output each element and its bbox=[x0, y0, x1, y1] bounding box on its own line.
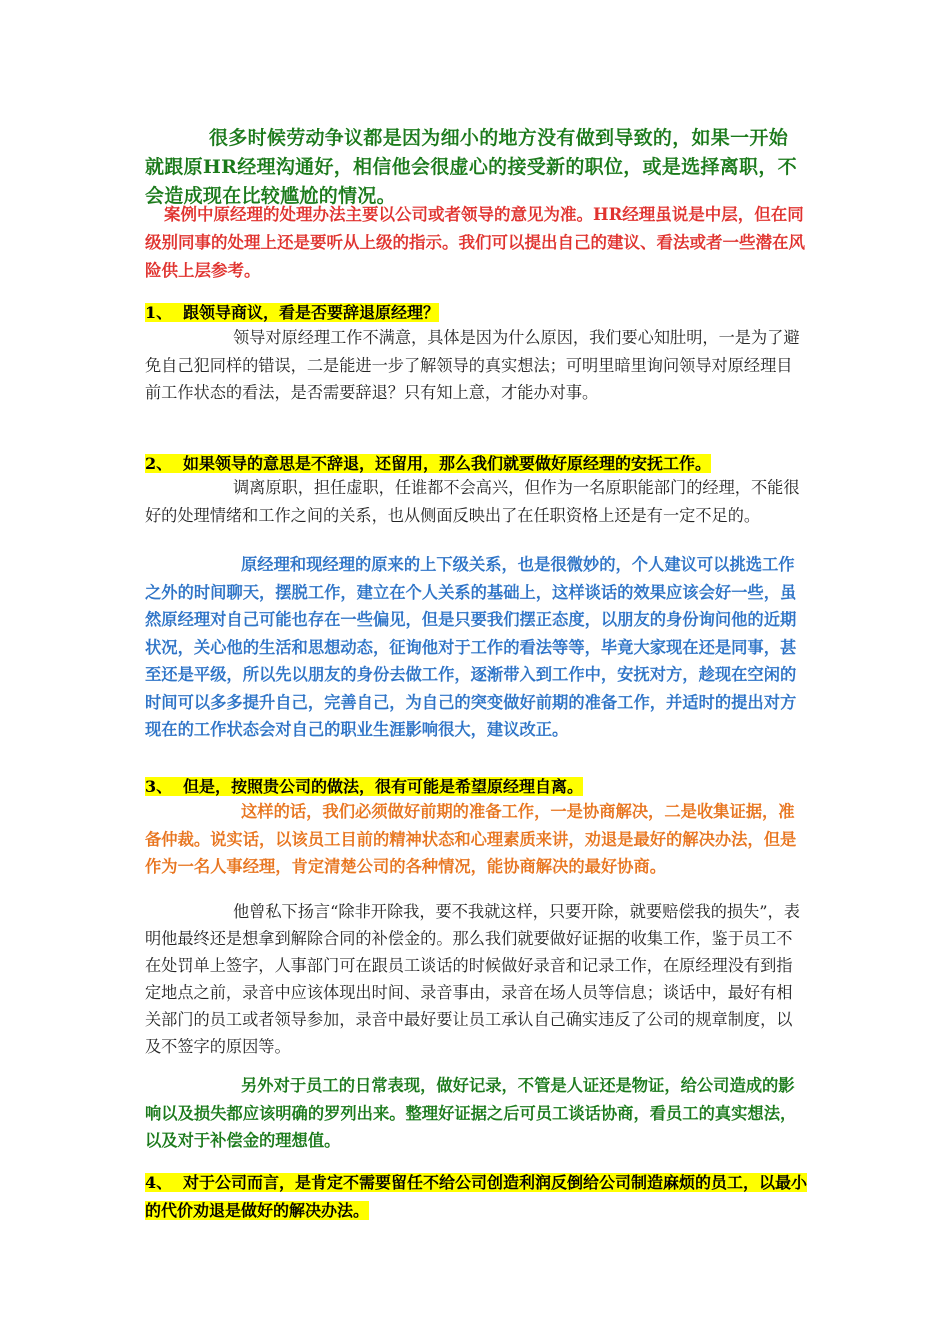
section-2-paragraph-1: 调离原职，担任虚职，任谁都不会高兴，但作为一名原职能部门的经理，不能很好的处理情绪和工作之间的关系，也从侧面反映出了在任职资格上还是有一定不足的。 bbox=[145, 478, 800, 525]
section-2-title: 如果领导的意思是不辞退，还留用，那么我们就要做好原经理的安抚工作。 bbox=[183, 454, 712, 473]
section-1-number: 1、 bbox=[145, 303, 173, 322]
section-4-number: 4、 bbox=[145, 1173, 173, 1192]
section-4-heading bbox=[145, 1169, 807, 1225]
section-4-title: 对于公司而言，是肯定不需要留任不给公司创造利润反倒给公司制造麻烦的员工，以最小的代价劝退是做好的解决办法。 bbox=[145, 1173, 808, 1220]
section-3-paragraph-1: 这样的话，我们必须做好前期的准备工作，一是协商解决，二是收集证据，准备仲裁。说实话，以该员工目前的精神状态和心理素质来讲，劝退是最好的解决办法，但是作为一名人事经理，肯定清楚公司的各种情况，能协商解决的最好协商。 bbox=[145, 802, 797, 876]
section-2-paragraph-2: 原经理和现经理的原来的上下级关系，也是很微妙的，个人建议可以挑选工作之外的时间聊天，摆脱工作，建立在个人关系的基础上，这样谈话的效果应该会好一些，虽然原经理对自己可能也存在一些偏见，但是只要我们摆正态度，以朋友的身份询问他的近期状况，关心他的生活和思想动态，征询他对于工作的看法等等，毕竟大家现在还是同事，甚至还是平级，所以先以朋友的身份去做工作，逐渐带入到工作中，安抚对方，趁现在空闲的时间可以多多提升自己，完善自己，为自己的突变做好前期的准备工作，并适时的提出对方现在的工作状态会对自己的职业生涯影响很大，建议改正。 bbox=[145, 555, 797, 739]
section-1-heading bbox=[145, 299, 807, 327]
section-3-heading bbox=[145, 773, 807, 801]
section-2-number: 2、 bbox=[145, 454, 173, 473]
section-3-paragraph-2: 他曾私下扬言“除非开除我，要不我就这样，只要开除，就要赔偿我的损失”，表明他最终还是想拿到解除合同的补偿金的。那么我们就要做好证据的收集工作，鉴于员工不在处罚单上签字，人事部门可在跟员工谈话的时候做好录音和记录工作，在原经理没有到指定地点之前，录音中应该体现出时间、录音事由，录音在场人员等信息；谈话中，最好有相关部门的员工或者领导参加，录音中最好要让员工承认自己确实违反了公司的规章制度，以及不签字的原因等。 bbox=[145, 902, 800, 1056]
intro-paragraph: 很多时候劳动争议都是因为细小的地方没有做到导致的，如果一开始就跟原HR经理沟通好，相信他会很虚心的接受新的职位，或是选择离职，不会造成现在比较尴尬的情况。 bbox=[145, 127, 797, 207]
section-3-paragraph-3: 另外对于员工的日常表现，做好记录，不管是人证还是物证，给公司造成的影响以及损失都应该明确的罗列出来。整理好证据之后可员工谈话协商，看员工的真实想法，以及对于补偿金的理想值。 bbox=[145, 1076, 797, 1150]
section-1-paragraph: 领导对原经理工作不满意，具体是因为什么原因，我们要心知肚明，一是为了避免自己犯同样的错误，二是能进一步了解领导的真实想法；可明里暗里询问领导对原经理目前工作状态的看法，是否需要辞退？只有知上意，才能办对事。 bbox=[145, 328, 800, 402]
section-1-title: 跟领导商议，看是否要辞退原经理？ bbox=[183, 303, 440, 322]
section-4-highlight bbox=[145, 1173, 807, 1220]
section-2-highlight bbox=[145, 454, 711, 473]
section-3-title: 但是，按照贵公司的做法，很有可能是希望原经理自离。 bbox=[183, 777, 584, 796]
section-3-number: 3、 bbox=[145, 777, 173, 796]
section-3-highlight bbox=[145, 777, 583, 796]
section-1-highlight bbox=[145, 303, 439, 322]
lead-paragraph: 案例中原经理的处理办法主要以公司或者领导的意见为准。HR经理虽说是中层，但在同级别同事的处理上还是要听从上级的指示。我们可以提出自己的建议、看法或者一些潜在风险供上层参考。 bbox=[145, 205, 805, 280]
